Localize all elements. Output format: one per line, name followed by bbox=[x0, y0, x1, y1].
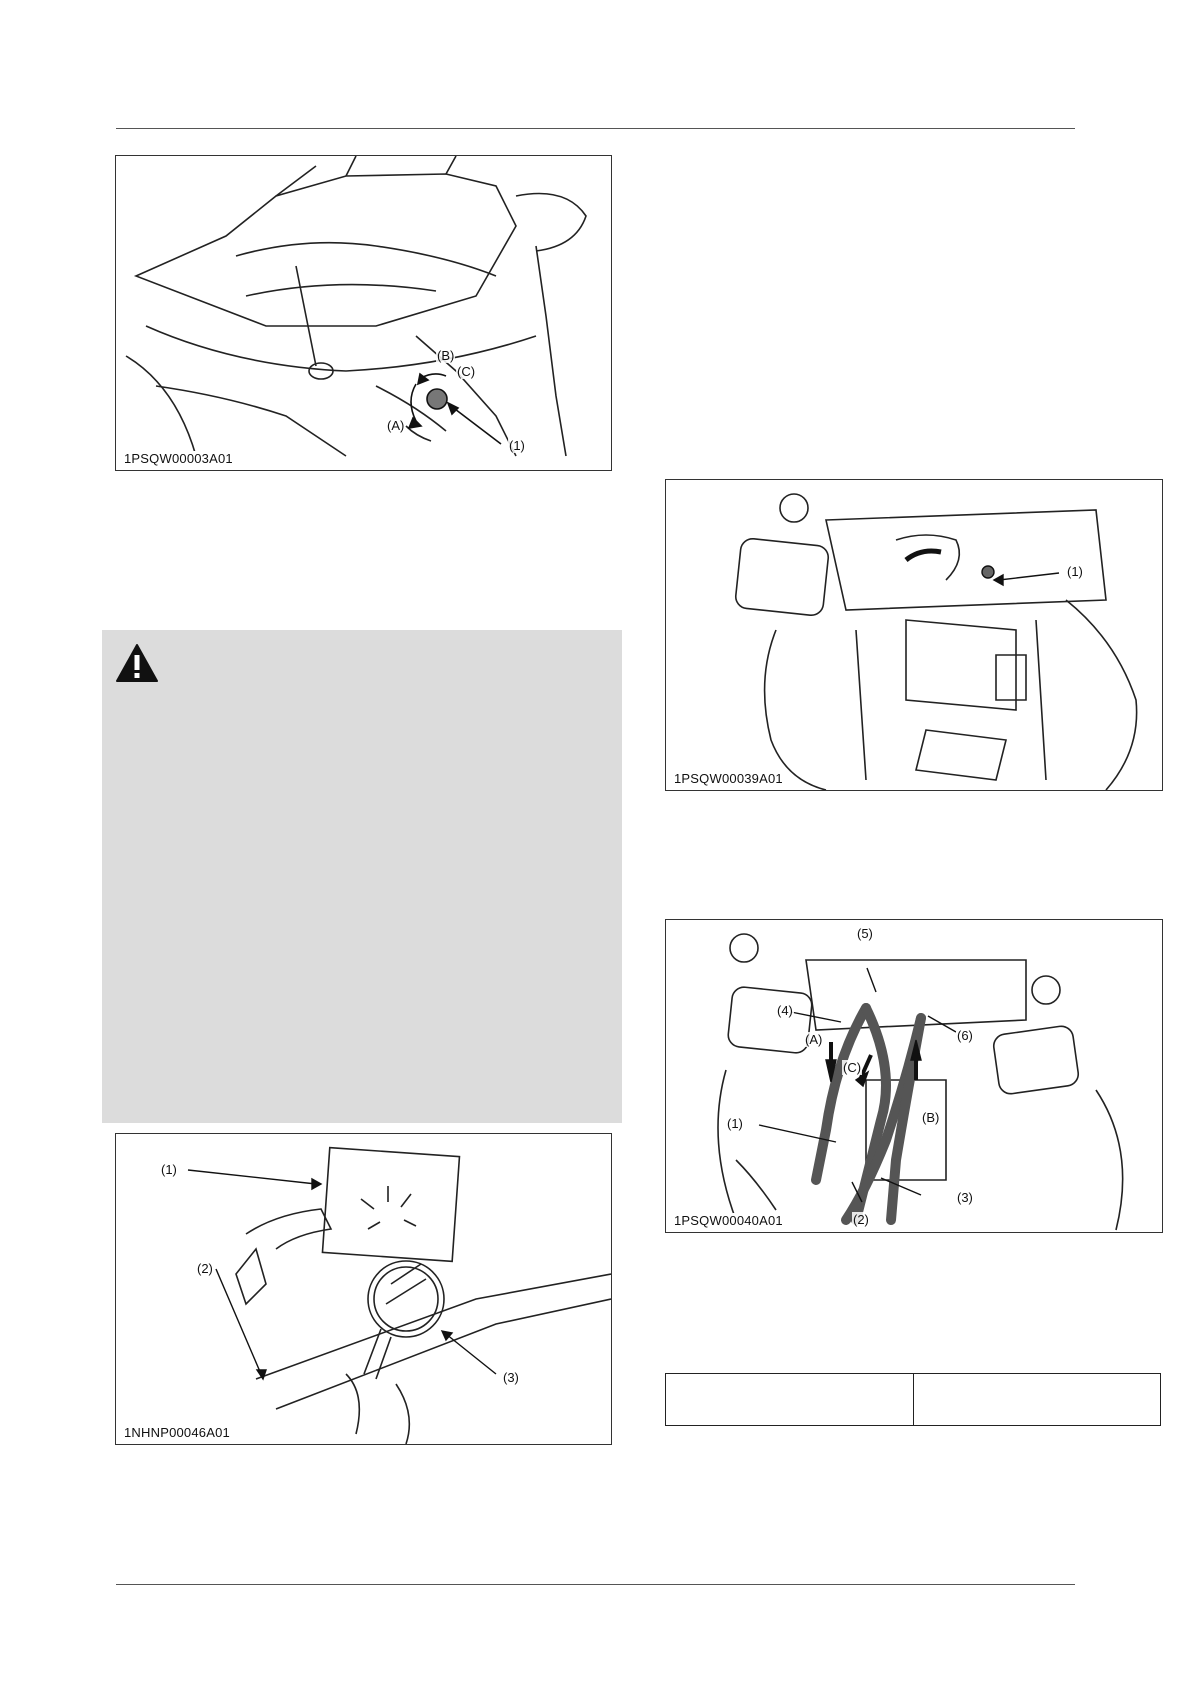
label-1: (1) bbox=[1067, 564, 1083, 579]
label-c: (C) bbox=[843, 1060, 862, 1075]
figure-rear-connector bbox=[665, 479, 1163, 791]
table-cell bbox=[913, 1374, 1161, 1426]
label-b: (B) bbox=[437, 348, 455, 363]
figure-rear-drawing bbox=[666, 480, 1162, 790]
figure-leak-check bbox=[115, 1133, 612, 1445]
warning-panel bbox=[102, 630, 622, 1123]
figure-code: 1PSQW00039A01 bbox=[674, 771, 783, 786]
figure-hose-drawing bbox=[666, 920, 1162, 1232]
figure-code: 1NHNP00046A01 bbox=[124, 1425, 230, 1440]
label-6: (6) bbox=[957, 1028, 973, 1043]
label-1: (1) bbox=[509, 438, 525, 453]
figure-magnifier-drawing bbox=[116, 1134, 611, 1444]
header-rule bbox=[116, 128, 1075, 129]
label-c: (C) bbox=[457, 364, 476, 379]
label-2: (2) bbox=[853, 1212, 869, 1227]
table-row bbox=[666, 1374, 1161, 1426]
figure-code: 1PSQW00003A01 bbox=[124, 451, 233, 466]
warning-triangle-icon bbox=[114, 642, 160, 684]
figure-seat-adjust-knob bbox=[115, 155, 612, 471]
label-3: (3) bbox=[957, 1190, 973, 1205]
label-1: (1) bbox=[161, 1162, 177, 1177]
spec-table bbox=[665, 1373, 1161, 1426]
figure-seat-drawing bbox=[116, 156, 611, 470]
label-a: (A) bbox=[805, 1032, 823, 1047]
label-4: (4) bbox=[777, 1003, 793, 1018]
label-2: (2) bbox=[197, 1261, 213, 1276]
label-b: (B) bbox=[922, 1110, 940, 1125]
label-1: (1) bbox=[727, 1116, 743, 1131]
footer-rule bbox=[116, 1584, 1075, 1585]
label-a: (A) bbox=[387, 418, 405, 433]
label-3: (3) bbox=[503, 1370, 519, 1385]
label-5: (5) bbox=[857, 926, 873, 941]
figure-code: 1PSQW00040A01 bbox=[674, 1213, 783, 1228]
table-cell bbox=[666, 1374, 914, 1426]
figure-hose-connection bbox=[665, 919, 1163, 1233]
